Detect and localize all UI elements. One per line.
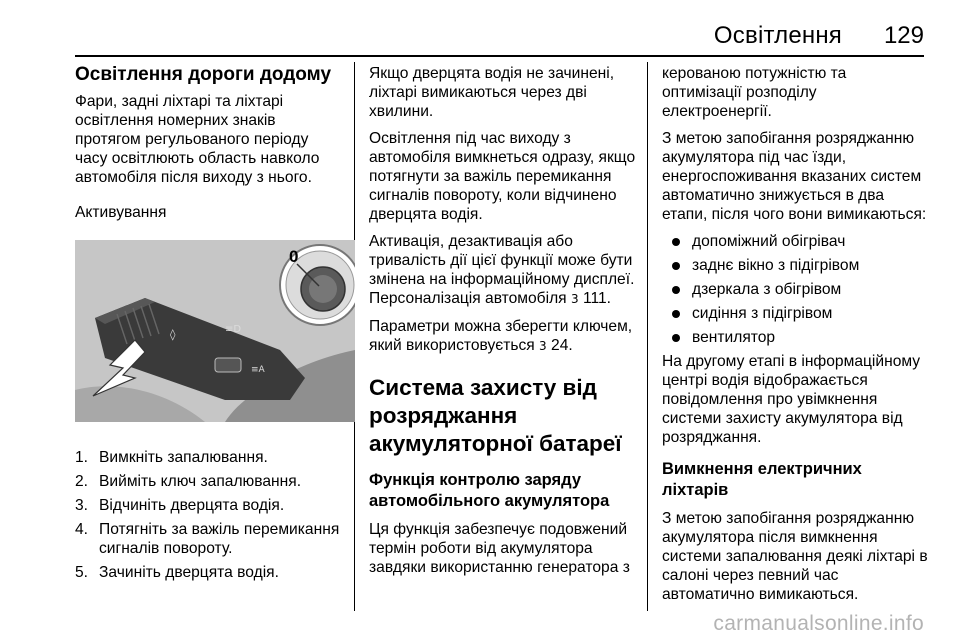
consumer-list [662, 232, 930, 347]
paragraph: З метою запобігання розряджанню акумулятора під час їзди, енергоспоживання вказаних систем автоматично знижується в два етапи, після чого вони вимикаються: [662, 130, 927, 223]
list-item: 5. Зачиніть дверцята водія. [75, 564, 279, 581]
svg-text:◊: ◊ [170, 328, 176, 341]
svg-text:≡A: ≡A [251, 365, 265, 375]
paragraph: На другому етапі в інформаційному центрі водія відображається повідомлення про увімкнення системи захисту акумулятора від розряджання. [662, 353, 921, 446]
column-divider-2 [647, 62, 648, 611]
bullet-icon [672, 262, 680, 270]
list-item: 3. Відчиніть дверцята водія. [75, 497, 285, 514]
page-reference-link[interactable]: 111. [578, 290, 611, 307]
section-heading-battery: Система захисту від розряджання акумуляторної батареї [369, 375, 622, 456]
header-rule [75, 55, 924, 57]
list-item: 1. Вимкніть запалювання. [75, 449, 268, 466]
page-header [0, 0, 960, 60]
paragraph: З метою запобігання розряджанню акумулятора після вимкнення системи запалювання деякі ліхтарі в салоні через певний час автоматично вимикаються. [662, 510, 928, 603]
list-item: 4. Потягніть за важіль перемикання сигналів повороту. [75, 521, 340, 557]
paragraph: Ця функція забезпечує подовжений термін роботи від акумулятора завдяки використанню генератора з [369, 521, 630, 576]
activation-heading: Активування [75, 204, 167, 221]
bullet-icon [672, 238, 680, 246]
page-reference-icon: 3 [570, 292, 579, 306]
list-item: сидіння з підігрівом [662, 304, 930, 323]
list-item: вентилятор [662, 328, 930, 347]
paragraph: Якщо дверцята водія не зачинені, ліхтарі вимикаються через дві хвилини. [369, 65, 615, 120]
column-1 [75, 64, 345, 587]
activation-steps [75, 448, 345, 582]
paragraph: Активація, дезактивація або тривалість дії цієї функції може бути змінена на інформаційному дисплеї. Персоналізація автомобіля 3 111. [369, 233, 635, 307]
figure-label-zero: 0 [289, 247, 299, 266]
lever-illustration [75, 240, 355, 422]
chapter-title: Освітлення [713, 22, 842, 49]
bullet-icon [672, 334, 680, 342]
paragraph: Освітлення під час виходу з автомобіля вимкнеться одразу, якщо потягнути за важіль перемикання сигналів повороту, коли відчинено дверцята водія. [369, 130, 636, 223]
list-item: 2. Вийміть ключ запалювання. [75, 473, 302, 490]
bullet-icon [672, 310, 680, 318]
list-item: дзеркала з обігрівом [662, 280, 930, 299]
watermark: carmanualsonline.info [713, 612, 924, 635]
list-item: заднє вікно з підігрівом [662, 256, 930, 275]
subheading-lights-off: Вимкнення електричних ліхтарів [662, 460, 862, 499]
intro-paragraph: Фари, задні ліхтарі та ліхтарі освітлення номерних знаків протягом регульованого періоду часу освітлюють область навколо автомобіля після виходу з нього. [75, 93, 320, 186]
bullet-icon [672, 286, 680, 294]
paragraph: Параметри можна зберегти ключем, який використовується 3 24. [369, 318, 633, 354]
column-3 [662, 64, 930, 612]
turn-signal-lever-figure [75, 240, 355, 422]
svg-text:≡D: ≡D [225, 324, 242, 335]
page-reference-link[interactable]: 24. [546, 337, 573, 354]
page-reference-icon: 3 [539, 339, 547, 353]
paragraph: керованою потужністю та оптимізації розподілу електроенергії. [662, 65, 847, 120]
column-2 [369, 64, 639, 585]
list-item: допоміжний обігрівач [662, 232, 930, 251]
page-number: 129 [883, 22, 924, 49]
subheading-charge-control: Функція контролю заряду автомобільного акумулятора [369, 471, 610, 510]
section-heading-coming-home: Освітлення дороги додому [75, 64, 332, 85]
